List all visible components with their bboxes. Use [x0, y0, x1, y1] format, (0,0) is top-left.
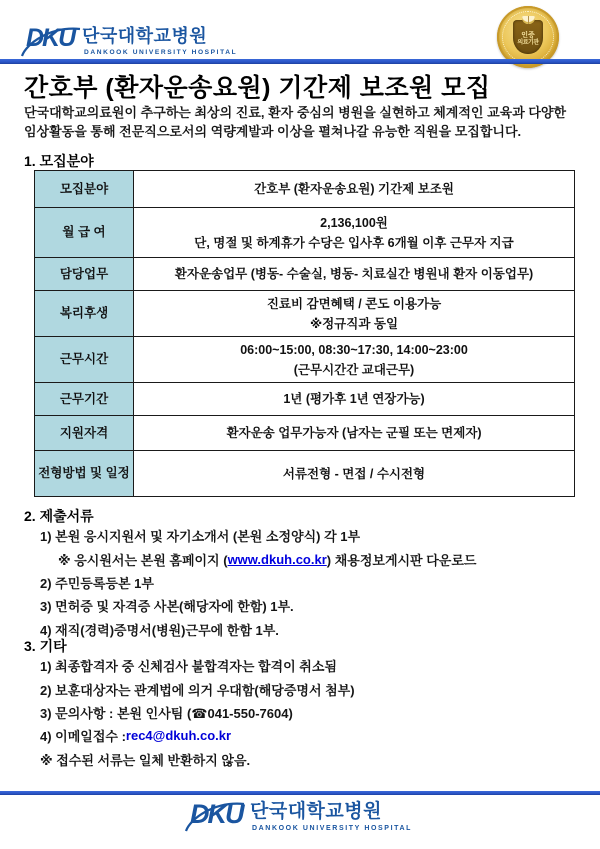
hospital-name-english: DANKOOK UNIVERSITY HOSPITAL: [251, 824, 413, 832]
section1-heading: 1. 모집분야: [24, 153, 94, 169]
email-label: 4) 이메일접수 :: [40, 729, 126, 745]
hospital-logo-header: [24, 24, 237, 58]
hospital-name-block: [82, 24, 237, 56]
table-row: [35, 208, 574, 258]
intro-line: 단국대학교의료원이 추구하는 최상의 진료, 환자 중심의 병원을 실현하고 체계적인 교육과 다양한: [24, 105, 567, 120]
list-item: 3) 면허증 및 자격증 사본(해당자에 한함) 1부.: [40, 599, 294, 615]
seal-text-line2: 의료기관: [517, 40, 539, 47]
list-item: 1) 최종합격자 중 신체검사 불합격자는 합격이 취소됨: [40, 659, 337, 675]
row-header: 근무시간: [35, 337, 134, 382]
row-header: 지원자격: [35, 416, 134, 450]
row-header: 근무기간: [35, 383, 134, 415]
intro-paragraph: [24, 103, 578, 141]
dku-wordmark: DKU: [189, 799, 243, 829]
hospital-name-english: DANKOOK UNIVERSITY HOSPITAL: [84, 48, 238, 56]
list-item-email: [40, 724, 355, 747]
recruitment-info-table: [34, 170, 575, 497]
section2-heading: 2. 제출서류: [24, 508, 94, 524]
table-row: [35, 291, 574, 337]
header-divider: [0, 59, 600, 64]
page-title: 간호부 (환자운송요원) 기간제 보조원 모집: [24, 74, 491, 102]
footer-divider: [0, 791, 600, 795]
open-book-icon: [522, 16, 535, 24]
cell-text: 2,136,100원: [320, 215, 388, 230]
homepage-link[interactable]: www.dkuh.co.kr: [227, 551, 327, 567]
cell-text: (근무시간간 교대근무): [293, 362, 415, 377]
list-item: 4) 재직(경력)증명서(병원)근무에 한함 1부.: [40, 622, 279, 638]
cell-text: 환자운송업무 (병동- 수술실, 병동- 치료실간 병원내 환자 이동업무): [174, 267, 534, 281]
seal-shield: [513, 20, 543, 54]
dku-logo-icon: [24, 24, 78, 58]
hospital-name-korean: 단국대학교병원: [249, 801, 382, 822]
intro-line: 임상활동을 통해 전문직으로서의 역량계발과 이상을 펼쳐나갈 유능한 직원을 모집합니다.: [24, 124, 522, 139]
hospital-name-korean: 단국대학교병원: [82, 26, 208, 46]
email-link[interactable]: rec4@dkuh.co.kr: [125, 728, 232, 744]
cell-text: 서류전형 - 면접 / 수시전형: [282, 466, 426, 481]
row-header: 전형방법 및 일정: [35, 451, 134, 496]
table-row: [35, 416, 574, 451]
note-prefix: ※ 응시원서는 본원 홈페이지 (: [58, 552, 228, 568]
list-item: 1) 본원 응시지원서 및 자기소개서 (본원 소정양식) 각 1부: [40, 529, 361, 545]
list-item: 2) 주민등록등본 1부: [40, 575, 154, 591]
cell-text: 진료비 감면혜택 / 콘도 이용가능: [266, 296, 442, 311]
row-header: 담당업무: [35, 258, 134, 290]
seal-text-line1: 인증: [521, 31, 535, 39]
row-header: 모집분야: [35, 171, 134, 207]
hospital-name-block: [250, 799, 412, 832]
list-item-warning: ※ 접수된 서류는 일체 반환하지 않음.: [40, 752, 251, 768]
list-item: 3) 문의사항 : 본원 인사팀 (☎041-550-7604): [40, 705, 293, 721]
cell-text: 1년 (평가후 1년 연장가능): [283, 392, 425, 406]
submission-documents-list: [40, 524, 476, 641]
row-header: 월 급 여: [35, 208, 134, 257]
note-suffix: ) 채용정보게시판 다운로드: [326, 552, 477, 568]
cell-text: 단, 명절 및 하계휴가 수당은 입사후 6개월 이후 근무자 지급: [194, 235, 514, 250]
misc-notes-list: [40, 654, 355, 771]
list-item-note: [40, 547, 476, 570]
table-row: [35, 383, 574, 416]
row-header: 복리후생: [35, 291, 134, 336]
hospital-logo-footer: [188, 799, 412, 835]
table-row: [35, 258, 574, 291]
table-row: [35, 171, 574, 208]
list-item: 2) 보훈대상자는 관계법에 의거 우대함(해당증명서 첨부): [40, 682, 355, 698]
cell-text: 06:00~15:00, 08:30~17:30, 14:00~23:00: [240, 342, 468, 357]
dku-logo-icon: [188, 799, 246, 835]
table-row: [35, 337, 574, 383]
cell-text: ※정규직과 동일: [309, 316, 399, 331]
cell-text: 간호부 (환자운송요원) 기간제 보조원: [254, 182, 454, 196]
cell-text: 환자운송 업무가능자 (남자는 군필 또는 면제자): [226, 426, 482, 440]
dku-wordmark: DKU: [26, 24, 75, 52]
table-row: [35, 451, 574, 497]
section3-heading: 3. 기타: [24, 638, 67, 654]
